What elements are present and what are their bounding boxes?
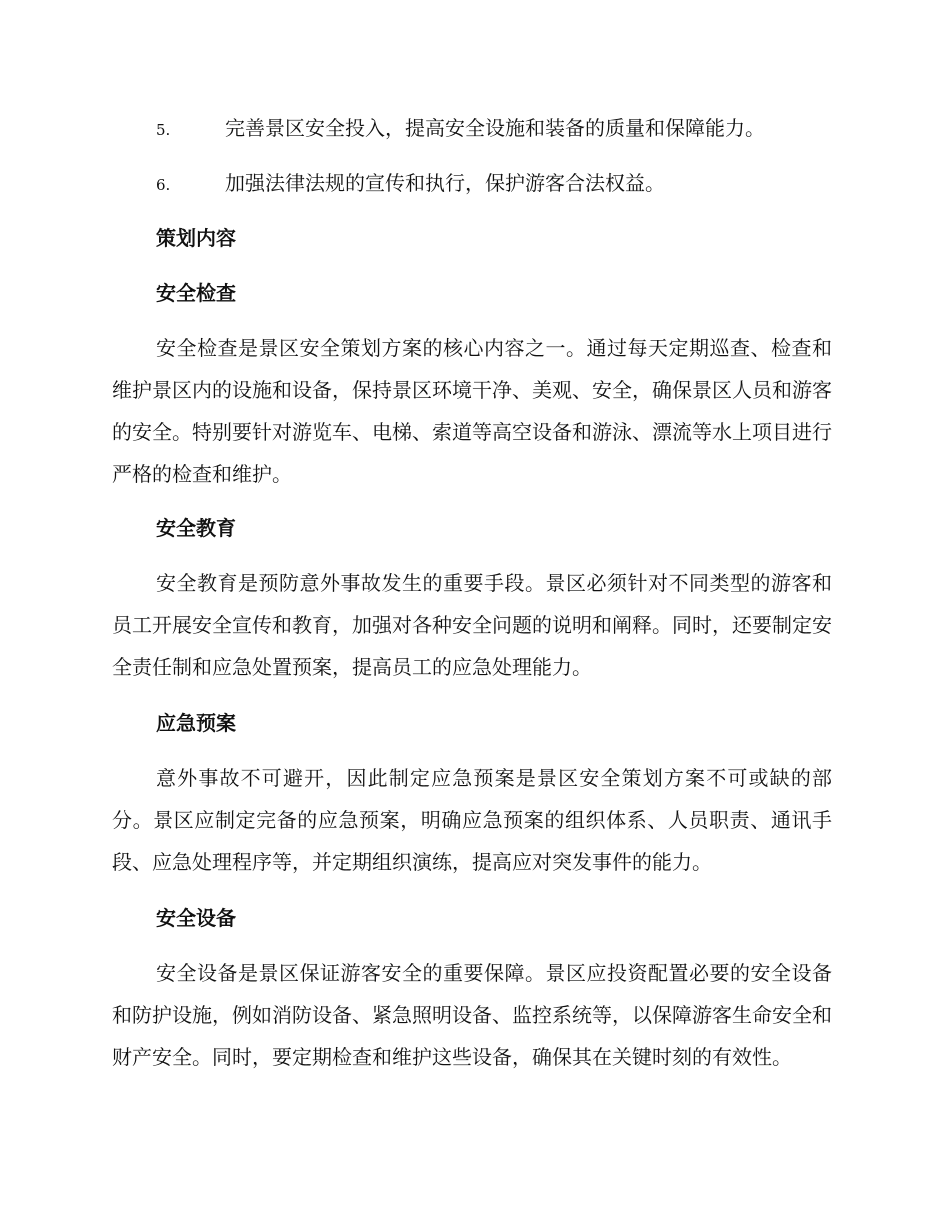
list-number: 6. bbox=[156, 176, 171, 194]
heading-safety-inspection: 安全检查 bbox=[156, 281, 236, 305]
paragraph-emergency-plan: 意外事故不可避开，因此制定应急预案是景区安全策划方案不可或缺的部分。景区应制定完备的应急预案，明确应急预案的组织体系、人员职责、通讯手段、应急处理程序等，并定期组织演练，提高应对突发事件的能力。 bbox=[112, 766, 832, 874]
list-item-6 bbox=[156, 169, 856, 199]
list-item-text: 完善景区安全投入，提高安全设施和装备的质量和保障能力。 bbox=[225, 116, 765, 140]
list-item-5 bbox=[156, 114, 856, 144]
section-title: 策划内容 bbox=[156, 226, 236, 250]
list-number: 5. bbox=[156, 121, 171, 139]
list-item-text: 加强法律法规的宣传和执行，保护游客合法权益。 bbox=[225, 171, 665, 195]
paragraph-safety-education: 安全教育是预防意外事故发生的重要手段。景区必须针对不同类型的游客和员工开展安全宣传和教育，加强对各种安全问题的说明和阐释。同时，还要制定安全责任制和应急处置预案，提高员工的应急处理能力。 bbox=[112, 571, 832, 679]
heading-safety-education: 安全教育 bbox=[156, 516, 236, 540]
heading-emergency-plan: 应急预案 bbox=[156, 711, 236, 735]
paragraph-safety-equipment: 安全设备是景区保证游客安全的重要保障。景区应投资配置必要的安全设备和防护设施，例如消防设备、紧急照明设备、监控系统等，以保障游客生命安全和财产安全。同时，要定期检查和维护这些设备，确保其在关键时刻的有效性。 bbox=[112, 961, 832, 1069]
paragraph-safety-inspection: 安全检查是景区安全策划方案的核心内容之一。通过每天定期巡查、检查和维护景区内的设施和设备，保持景区环境干净、美观、安全，确保景区人员和游客的安全。特别要针对游览车、电梯、索道等高空设备和游泳、漂流等水上项目进行严格的检查和维护。 bbox=[112, 336, 832, 486]
heading-safety-equipment: 安全设备 bbox=[156, 906, 236, 930]
